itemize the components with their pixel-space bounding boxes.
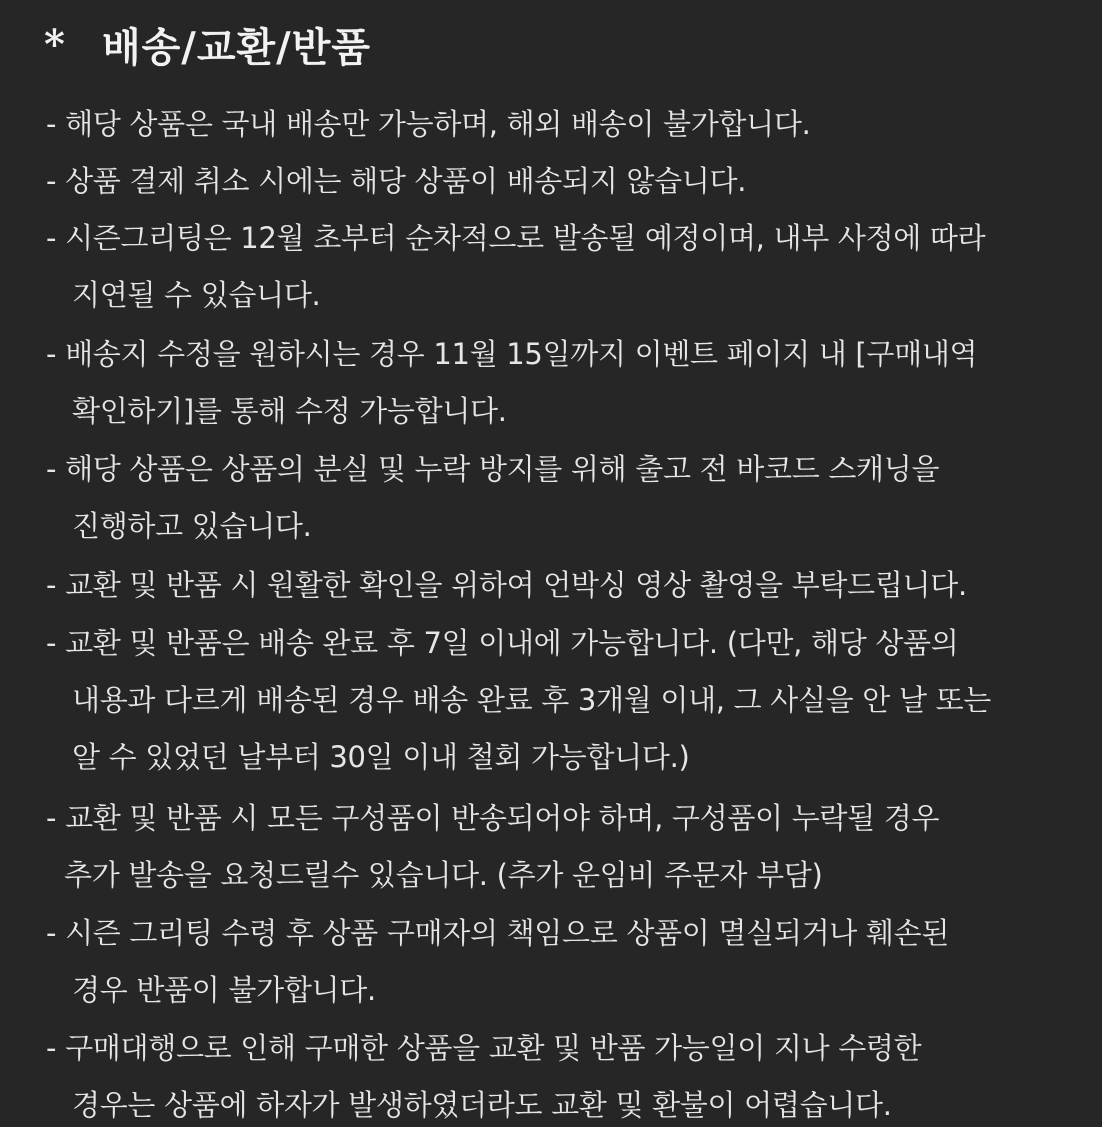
notice-line-continued: 지연될 수 있습니다. <box>72 278 321 312</box>
notice-line-continued: 경우는 상품에 하자가 발생하였더라도 교환 및 환불이 어렵습니다. <box>72 1088 892 1122</box>
notice-line-continued: 알 수 있었던 날부터 30일 이내 철회 가능합니다.) <box>72 740 690 774</box>
notice-line: - 시즌그리팅은 12월 초부터 순차적으로 발송될 예정이며, 내부 사정에 따라 <box>46 221 986 255</box>
notice-line: - 배송지 수정을 원하시는 경우 11월 15일까지 이벤트 페이지 내 [구매내역 <box>46 337 978 371</box>
notice-line: - 교환 및 반품 시 모든 구성품이 반송되어야 하며, 구성품이 누락될 경우 <box>46 801 940 835</box>
notice-line: - 구매대행으로 인해 구매한 상품을 교환 및 반품 가능일이 지나 수령한 <box>46 1031 922 1065</box>
heading-title: 배송/교환/반품 <box>102 23 372 71</box>
notice-line-continued: 추가 발송을 요청드릴수 있습니다. (추가 운임비 주문자 부담) <box>64 858 823 892</box>
notice-line: - 교환 및 반품 시 원활한 확인을 위하여 언박싱 영상 촬영을 부탁드립니다. <box>46 568 967 602</box>
notice-line: - 해당 상품은 국내 배송만 가능하며, 해외 배송이 불가합니다. <box>46 107 811 141</box>
notice-line: - 교환 및 반품은 배송 완료 후 7일 이내에 가능합니다. (다만, 해당 상품의 <box>46 626 959 660</box>
notice-line-continued: 진행하고 있습니다. <box>72 509 312 543</box>
heading-marker: * <box>44 20 66 68</box>
notice-line-continued: 경우 반품이 불가합니다. <box>72 973 376 1007</box>
notice-line: - 상품 결제 취소 시에는 해당 상품이 배송되지 않습니다. <box>46 164 747 198</box>
notice-line-continued: 내용과 다르게 배송된 경우 배송 완료 후 3개월 이내, 그 사실을 안 날 또는 <box>72 683 991 717</box>
notice-line: - 시즌 그리팅 수령 후 상품 구매자의 책임으로 상품이 멸실되거나 훼손된 <box>46 916 950 950</box>
notice-line: - 해당 상품은 상품의 분실 및 누락 방지를 위해 출고 전 바코드 스캐닝을 <box>46 452 940 486</box>
section-heading <box>44 12 371 76</box>
notice-line-continued: 확인하기]를 통해 수정 가능합니다. <box>72 394 507 428</box>
